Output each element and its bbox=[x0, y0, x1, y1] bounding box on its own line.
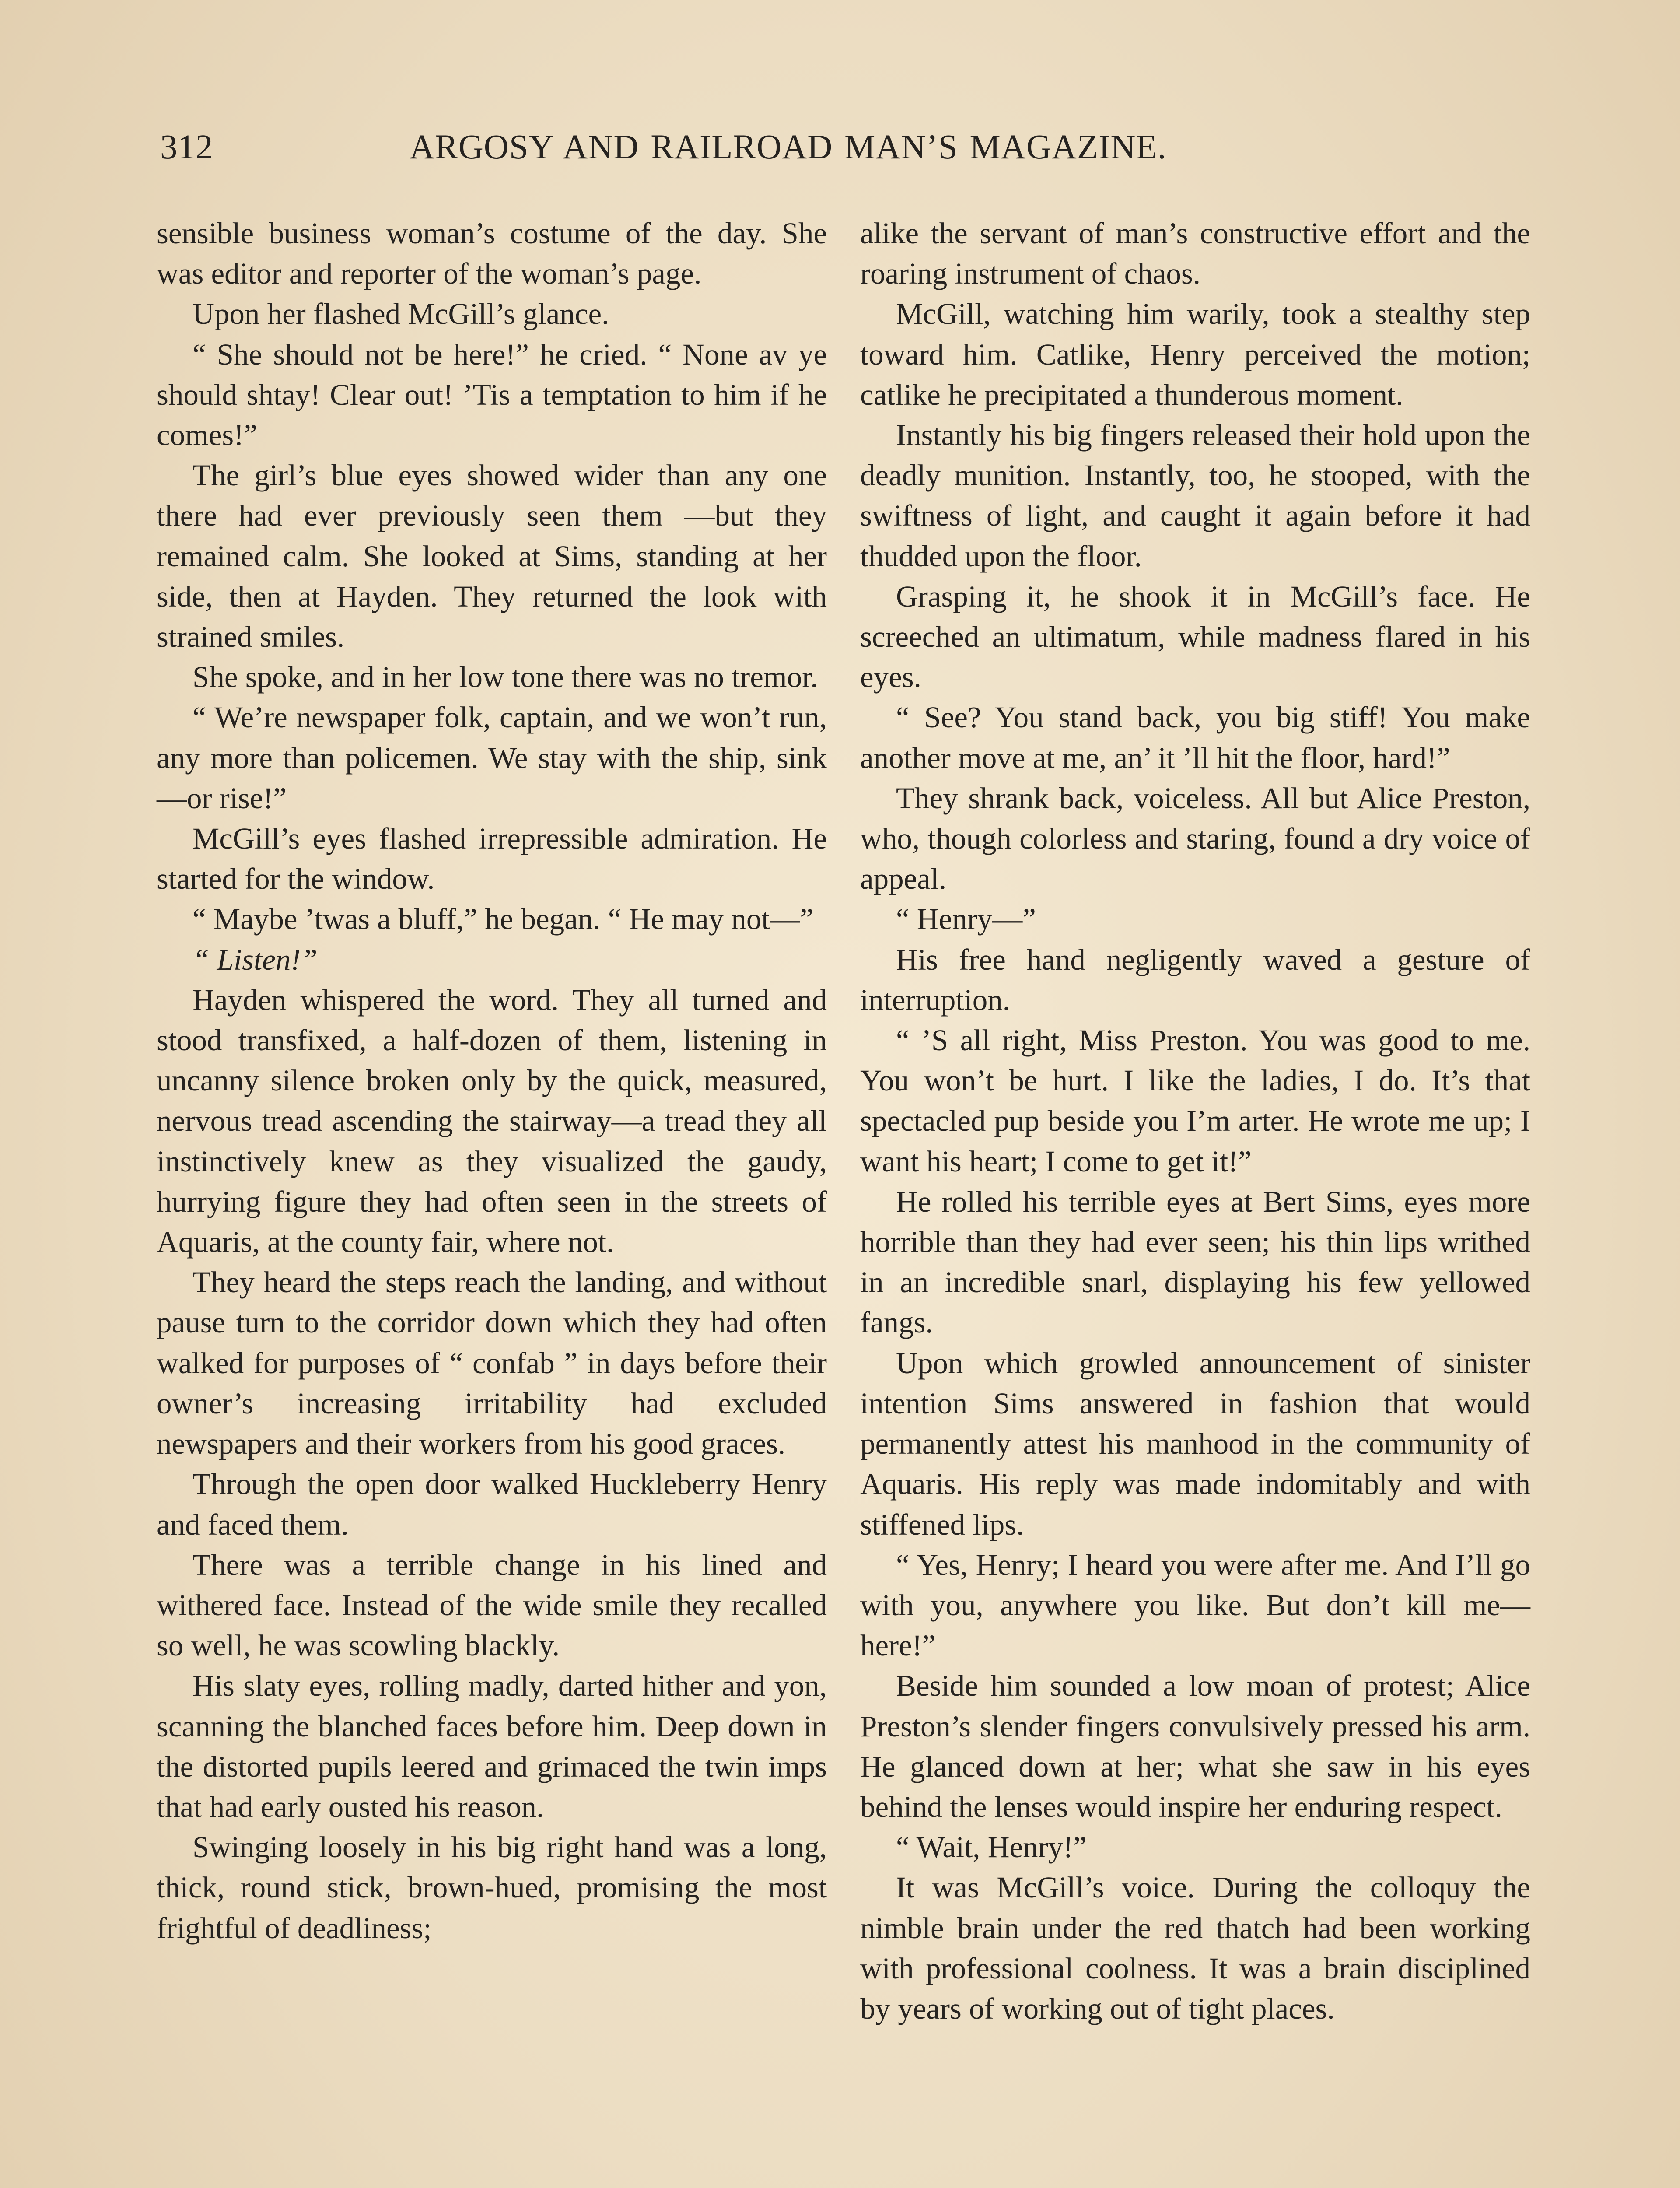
paragraph: They heard the steps reach the landing, and without pause turn to the corridor down which they had often walked for purposes of “ confab ” in days before their owner’s increasing irritability had excluded newspapers and their workers from his good graces. bbox=[157, 1266, 827, 1461]
running-head-title: ARGOSY AND RAILROAD MAN’S MAGAZINE. bbox=[410, 128, 1167, 166]
paragraph: They shrank back, voiceless. All but Alice Preston, who, though colorless and staring, found a dry voice of appeal. bbox=[860, 781, 1530, 896]
paragraph: She spoke, and in her low tone there was no tremor. bbox=[192, 660, 818, 694]
paragraph: “ Wait, Henry!” bbox=[896, 1830, 1087, 1864]
paragraph: The girl’s blue eyes showed wider than any one there had ever previously seen them —but they remained calm. She looked at Sims, standing at her side, then at Hayden. They returned the look with strained smiles. bbox=[157, 459, 827, 654]
paragraph: Hayden whispered the word. They all turned and stood transfixed, a half-dozen of them, listening in uncanny silence broken only by the quick, measured, nervous tread ascending the stairway—a tread they all instinctively knew as they visualized the gaudy, hurrying figure they had often seen in the streets of Aquaris, at the county fair, where not. bbox=[157, 983, 827, 1259]
paragraph: Upon her flashed McGill’s glance. bbox=[192, 297, 609, 331]
paragraph: “ Maybe ’twas a bluff,” he began. “ He may not—” bbox=[192, 902, 814, 936]
paragraph: alike the servant of man’s constructive effort and the roaring instrument of chaos. bbox=[860, 217, 1530, 291]
paragraph: “ See? You stand back, you big stiff! You make another move at me, an’ it ’ll hit the floor, hard!” bbox=[860, 701, 1530, 775]
paragraph: “ Yes, Henry; I heard you were after me. And I’ll go with you, anywhere you like. But don’t kill me—here!” bbox=[860, 1548, 1530, 1662]
paragraph: Instantly his big fingers released their hold upon the deadly munition. Instantly, too, he stooped, with the swiftness of light, and caught it again before it had thudded upon the floor. bbox=[860, 418, 1530, 573]
paragraph: sensible business woman’s costume of the day. She was editor and reporter of the woman’s page. bbox=[157, 217, 827, 291]
paragraph: There was a terrible change in his lined and withered face. Instead of the wide smile they recalled so well, he was scowling blackly. bbox=[157, 1548, 827, 1662]
paragraph: Through the open door walked Huckleberry Henry and faced them. bbox=[157, 1467, 827, 1541]
paragraph: Swinging loosely in his big right hand was a long, thick, round stick, brown-hued, promising the most frightful of deadliness; bbox=[157, 1830, 827, 1945]
left-text-column bbox=[157, 213, 827, 1948]
paragraph: His slaty eyes, rolling madly, darted hither and yon, scanning the blanched faces before him. Deep down in the distorted pupils leered and grimaced the twin imps that had early ousted his reason. bbox=[157, 1669, 827, 1823]
paragraph: Grasping it, he shook it in McGill’s face. He screeched an ultimatum, while madness flared in his eyes. bbox=[860, 579, 1530, 694]
paragraph: McGill’s eyes flashed irrepressible admiration. He started for the window. bbox=[157, 822, 827, 896]
paragraph: He rolled his terrible eyes at Bert Sims, eyes more horrible than they had ever seen; his thin lips writhed in an incredible snarl, displaying his few yellowed fangs. bbox=[860, 1185, 1530, 1339]
paragraph: “ Listen!” bbox=[192, 943, 318, 976]
paragraph: “ ’S all right, Miss Preston. You was good to me. You won’t be hurt. I like the ladies, I do. It’s that spectacled pup beside you I’m arter. He wrote me up; I want his heart; I come to get it!” bbox=[860, 1024, 1530, 1178]
paragraph: His free hand negligently waved a gesture of interruption. bbox=[860, 943, 1530, 1017]
paragraph: Upon which growled announcement of sinister intention Sims answered in fashion that would permanently attest his manhood in the community of Aquaris. His reply was made indomitably and with stiffened lips. bbox=[860, 1346, 1530, 1541]
paragraph: It was McGill’s voice. During the colloquy the nimble brain under the red thatch had been working with professional coolness. It was a brain disciplined by years of working out of tight places. bbox=[860, 1871, 1530, 2025]
page-number: 312 bbox=[160, 128, 214, 166]
right-text-column bbox=[860, 213, 1530, 2029]
page-header bbox=[160, 128, 1534, 180]
paragraph: “ She should not be here!” he cried. “ None av ye should shtay! Clear out! ’Tis a temptation to him if he comes!” bbox=[157, 337, 827, 452]
paragraph: McGill, watching him warily, took a stealthy step toward him. Catlike, Henry perceived the motion; catlike he precipitated a thunderous moment. bbox=[860, 297, 1530, 411]
paragraph: “ Henry—” bbox=[896, 902, 1036, 936]
paragraph: “ We’re newspaper folk, captain, and we won’t run, any more than policemen. We stay with the ship, sink—or rise!” bbox=[157, 701, 827, 815]
paragraph: Beside him sounded a low moan of protest; Alice Preston’s slender fingers convulsively pressed his arm. He glanced down at her; what she saw in his eyes behind the lenses would inspire her enduring respect. bbox=[860, 1669, 1530, 1823]
